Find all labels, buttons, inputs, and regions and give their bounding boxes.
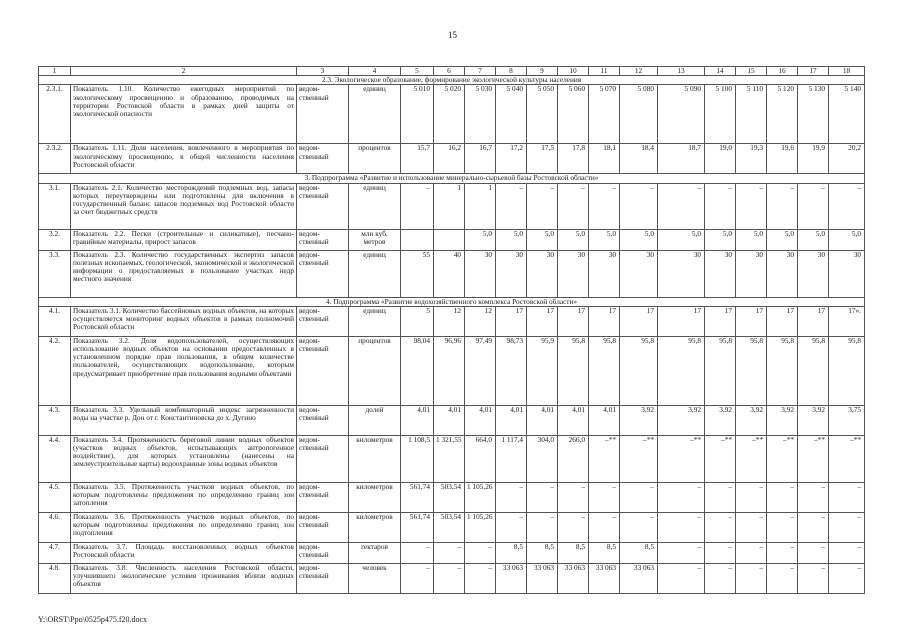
value-cell: 33 063 (558, 563, 589, 593)
value-cell: 16,7 (465, 144, 496, 174)
value-cell: 19,3 (736, 144, 767, 174)
unit-cell: километров (349, 482, 401, 512)
value-cell: 12 (434, 306, 465, 336)
unit-cell: процентов (349, 144, 401, 174)
value-cell: 18,1 (589, 144, 620, 174)
value-cell: 17 (736, 306, 767, 336)
value-cell: 8,5 (558, 542, 589, 563)
row-number-cell: 4.1. (39, 306, 71, 336)
table-row (39, 563, 865, 593)
value-cell: – (736, 482, 767, 512)
value-cell: – (798, 512, 829, 542)
table-row (39, 482, 865, 512)
value-cell: 3,92 (767, 405, 798, 435)
value-cell: 30 (465, 250, 496, 297)
value-cell: – (767, 512, 798, 542)
unit-cell: километров (349, 435, 401, 482)
value-cell: 5 050 (527, 85, 558, 144)
source-cell: ведом-ственный (297, 563, 349, 593)
value-cell: 1 117,4 (496, 435, 527, 482)
value-cell: – (798, 183, 829, 229)
column-number-cell: 14 (705, 67, 736, 76)
indicator-cell: Показатель 3.5. Протяженность участков водных объектов, по которым подготовлены предложения по определению границ зон затопления (71, 482, 297, 512)
table-header-row (39, 67, 865, 76)
value-cell: 96,96 (434, 336, 465, 405)
value-cell: – (496, 512, 527, 542)
unit-cell: единиц (349, 306, 401, 336)
indicator-cell: Показатель 1.11. Доля населения, вовлеченного в мероприятия по экологическому просвещению, в общей численности населения Ростовской области (71, 144, 297, 174)
value-cell: 4,01 (465, 405, 496, 435)
value-cell: 17 (705, 306, 736, 336)
indicator-cell: Показатель 3.8. Численность населения Ростовской области, улучшившего экологические условия проживания вблизи водных объектов (71, 563, 297, 593)
value-cell: 18,7 (658, 144, 705, 174)
value-cell: 12 (465, 306, 496, 336)
value-cell: 20,2 (829, 144, 865, 174)
value-cell: 4,01 (527, 405, 558, 435)
row-number-cell: 4.7. (39, 542, 71, 563)
value-cell: 1 105,26 (465, 482, 496, 512)
row-number-cell: 4.3. (39, 405, 71, 435)
column-number-cell: 4 (349, 67, 401, 76)
value-cell: – (767, 482, 798, 512)
value-cell: 5 040 (496, 85, 527, 144)
value-cell: 17,8 (558, 144, 589, 174)
table-row (39, 306, 865, 336)
table-row (39, 250, 865, 297)
value-cell: 5,0 (829, 229, 865, 250)
value-cell: – (434, 563, 465, 593)
value-cell: 95,9 (527, 336, 558, 405)
column-number-cell: 15 (736, 67, 767, 76)
table-row (39, 542, 865, 563)
column-number-cell: 8 (496, 67, 527, 76)
value-cell: – (589, 482, 620, 512)
value-cell: 30 (496, 250, 527, 297)
value-cell: – (558, 482, 589, 512)
value-cell: 98,04 (401, 336, 434, 405)
value-cell: – (767, 183, 798, 229)
indicator-cell: Показатель 2.2. Пески (строительные и силикатные), песчано-гравийные материалы, прирост запасов (71, 229, 297, 250)
value-cell: 1 108,5 (401, 435, 434, 482)
value-cell: – (705, 482, 736, 512)
value-cell: 5,0 (558, 229, 589, 250)
value-cell: 17». (829, 306, 865, 336)
indicator-cell: Показатель 3.6. Протяженность участков водных объектов, по которым подготовлены предложения по определению границ зон подтопления (71, 512, 297, 542)
value-cell: 17 (658, 306, 705, 336)
value-cell: – (558, 512, 589, 542)
section-title-row (39, 174, 865, 183)
column-number-cell: 10 (558, 67, 589, 76)
value-cell: 3,75 (829, 405, 865, 435)
value-cell: 98,73 (496, 336, 527, 405)
source-cell: ведом-ственный (297, 336, 349, 405)
value-cell: – (705, 183, 736, 229)
value-cell: 5,0 (496, 229, 527, 250)
value-cell: 561,74 (401, 482, 434, 512)
value-cell: – (829, 542, 865, 563)
value-cell: 18,4 (620, 144, 658, 174)
value-cell: – (798, 563, 829, 593)
value-cell: – (434, 542, 465, 563)
indicator-cell: Показатель 3.7. Площадь восстановленных водных объектов Ростовской области (71, 542, 297, 563)
value-cell: 3,92 (658, 405, 705, 435)
row-number-cell: 4.6. (39, 512, 71, 542)
table-row (39, 229, 865, 250)
indicator-cell: Показатель 3.4. Протяженность береговой линии водных объектов (участков водных объектов, испытывающих антропогенное воздействие), для которых установлены (нанесены на землеустроительные карты) водоохранные зоны водных объектов (71, 435, 297, 482)
source-cell: ведом-ственный (297, 229, 349, 250)
value-cell: 19,6 (767, 144, 798, 174)
value-cell: 30 (798, 250, 829, 297)
column-number-cell: 9 (527, 67, 558, 76)
value-cell: – (829, 183, 865, 229)
unit-cell: километров (349, 512, 401, 542)
row-number-cell: 3.2. (39, 229, 71, 250)
indicator-cell: Показатель 3.3. Удельный комбинаторный индекс загрязненности воды на участке р. Дон от г. Константиновска до х. Дугино (71, 405, 297, 435)
column-number-cell: 17 (798, 67, 829, 76)
value-cell: 17 (558, 306, 589, 336)
value-cell: 5 020 (434, 85, 465, 144)
value-cell: 4,01 (589, 405, 620, 435)
value-cell: – (401, 563, 434, 593)
column-number-cell: 5 (401, 67, 434, 76)
section-title: 3. Подпрограмма «Развитие и использование минерально-сырьевой базы Ростовской области» (39, 174, 865, 183)
value-cell: – (829, 563, 865, 593)
value-cell: – (465, 563, 496, 593)
value-cell: 8,5 (620, 542, 658, 563)
value-cell: 3,92 (798, 405, 829, 435)
unit-cell: единиц (349, 183, 401, 229)
value-cell: 3,92 (736, 405, 767, 435)
table-row (39, 336, 865, 405)
value-cell: 95,8 (705, 336, 736, 405)
value-cell: – (736, 563, 767, 593)
row-number-cell: 4.2. (39, 336, 71, 405)
column-number-cell: 1 (39, 67, 71, 76)
source-cell: ведом-ственный (297, 542, 349, 563)
source-cell: ведом-ственный (297, 482, 349, 512)
unit-cell: гектаров (349, 542, 401, 563)
unit-cell: единиц (349, 85, 401, 144)
column-number-cell: 7 (465, 67, 496, 76)
indicator-cell: Показатель 1.10. Количество ежегодных мероприятий по экологическому просвещению и образованию, проводимых на территории Ростовской области в рамках дней защиты от экологической опасности (71, 85, 297, 144)
row-number-cell: 3.3. (39, 250, 71, 297)
value-cell: – (767, 542, 798, 563)
value-cell: 95,8 (589, 336, 620, 405)
value-cell: 4,01 (434, 405, 465, 435)
value-cell: 17 (767, 306, 798, 336)
value-cell: 3,92 (620, 405, 658, 435)
table-row (39, 144, 865, 174)
value-cell: – (527, 482, 558, 512)
row-number-cell: 4.5. (39, 482, 71, 512)
table-row (39, 405, 865, 435)
value-cell: – (589, 183, 620, 229)
value-cell: 40 (434, 250, 465, 297)
section-title: 2.3. Экологическое образование, формирование экологической культуры населения (39, 76, 865, 85)
value-cell (401, 229, 434, 250)
table-row (39, 435, 865, 482)
value-cell: 33 063 (620, 563, 658, 593)
value-cell: – (496, 482, 527, 512)
column-number-cell: 18 (829, 67, 865, 76)
value-cell: 30 (705, 250, 736, 297)
value-cell: 19,0 (705, 144, 736, 174)
value-cell: 5,0 (620, 229, 658, 250)
value-cell: 17 (589, 306, 620, 336)
value-cell: 17 (798, 306, 829, 336)
table-row (39, 512, 865, 542)
value-cell: 30 (558, 250, 589, 297)
unit-cell: человек (349, 563, 401, 593)
value-cell: 503,54 (434, 512, 465, 542)
value-cell: 30 (589, 250, 620, 297)
column-number-cell: 13 (658, 67, 705, 76)
value-cell: 30 (736, 250, 767, 297)
value-cell: – (527, 183, 558, 229)
value-cell: –** (829, 435, 865, 482)
column-number-cell: 16 (767, 67, 798, 76)
value-cell: –** (620, 435, 658, 482)
unit-cell: долей (349, 405, 401, 435)
value-cell: 33 063 (589, 563, 620, 593)
value-cell: 15,7 (401, 144, 434, 174)
footer-file-path: Y:\ORST\Ppo\0525p475.f20.docx (38, 615, 148, 624)
value-cell: – (620, 482, 658, 512)
value-cell: 1 105,26 (465, 512, 496, 542)
value-cell: 17,5 (527, 144, 558, 174)
value-cell: 1 (465, 183, 496, 229)
value-cell: 5,0 (527, 229, 558, 250)
value-cell: – (705, 563, 736, 593)
value-cell: –** (705, 435, 736, 482)
value-cell: 95,8 (658, 336, 705, 405)
value-cell: 30 (658, 250, 705, 297)
value-cell: – (558, 183, 589, 229)
value-cell: – (401, 542, 434, 563)
value-cell: 5 120 (767, 85, 798, 144)
row-number-cell: 2.3.1. (39, 85, 71, 144)
value-cell: 30 (767, 250, 798, 297)
value-cell: – (736, 542, 767, 563)
value-cell: –** (798, 435, 829, 482)
indicator-cell: Показатель 2.3. Количество государственных экспертиз запасов полезных ископаемых, геологической, экономической и экологической информации о предоставляемых в пользование участках недр местного значения (71, 250, 297, 297)
source-cell: ведом-ственный (297, 512, 349, 542)
row-number-cell: 4.4. (39, 435, 71, 482)
value-cell: 8,5 (527, 542, 558, 563)
value-cell: – (658, 542, 705, 563)
value-cell: 95,8 (620, 336, 658, 405)
value-cell: 55 (401, 250, 434, 297)
row-number-cell: 4.8. (39, 563, 71, 593)
value-cell: – (658, 482, 705, 512)
source-cell: ведом-ственный (297, 306, 349, 336)
value-cell: 8,5 (496, 542, 527, 563)
value-cell: 5 110 (736, 85, 767, 144)
source-cell: ведом-ственный (297, 144, 349, 174)
value-cell: 5,0 (465, 229, 496, 250)
value-cell: 1 321,55 (434, 435, 465, 482)
value-cell: 17,2 (496, 144, 527, 174)
value-cell: 30 (527, 250, 558, 297)
value-cell: 30 (829, 250, 865, 297)
value-cell: 17 (496, 306, 527, 336)
column-number-cell: 2 (71, 67, 297, 76)
value-cell: 5 030 (465, 85, 496, 144)
value-cell: 16,2 (434, 144, 465, 174)
section-title-row (39, 297, 865, 306)
unit-cell: процентов (349, 336, 401, 405)
value-cell: –** (736, 435, 767, 482)
value-cell: 4,01 (401, 405, 434, 435)
value-cell: –** (658, 435, 705, 482)
value-cell: 5,0 (589, 229, 620, 250)
value-cell: 19,9 (798, 144, 829, 174)
value-cell: 5 070 (589, 85, 620, 144)
value-cell: 3,92 (705, 405, 736, 435)
value-cell: 5 010 (401, 85, 434, 144)
value-cell: 4,01 (558, 405, 589, 435)
value-cell: 5,0 (798, 229, 829, 250)
value-cell: 5 100 (705, 85, 736, 144)
value-cell: – (736, 183, 767, 229)
source-cell: ведом-ственный (297, 85, 349, 144)
indicators-table (38, 66, 865, 594)
unit-cell: млн куб. метров (349, 229, 401, 250)
value-cell: 1 (434, 183, 465, 229)
value-cell: 266,0 (558, 435, 589, 482)
value-cell: – (496, 183, 527, 229)
source-cell: ведом-ственный (297, 250, 349, 297)
section-title: 4. Подпрограмма «Развитие водохозяйственного комплекса Ростовской области» (39, 297, 865, 306)
value-cell: 503,54 (434, 482, 465, 512)
column-number-cell: 12 (620, 67, 658, 76)
value-cell: 95,8 (798, 336, 829, 405)
value-cell: 95,8 (736, 336, 767, 405)
value-cell: – (798, 482, 829, 512)
value-cell: 5 130 (798, 85, 829, 144)
value-cell: 5 090 (658, 85, 705, 144)
value-cell: – (736, 512, 767, 542)
value-cell: 17 (527, 306, 558, 336)
page-number: 15 (448, 30, 457, 40)
column-number-cell: 3 (297, 67, 349, 76)
value-cell: – (798, 542, 829, 563)
value-cell (434, 229, 465, 250)
value-cell: 95,8 (767, 336, 798, 405)
value-cell: 33 063 (496, 563, 527, 593)
value-cell: – (620, 183, 658, 229)
column-number-cell: 6 (434, 67, 465, 76)
value-cell: 33 063 (527, 563, 558, 593)
value-cell: 5 140 (829, 85, 865, 144)
value-cell: – (829, 512, 865, 542)
table-row (39, 85, 865, 144)
value-cell: 95,8 (558, 336, 589, 405)
value-cell: 17 (620, 306, 658, 336)
source-cell: ведом-ственный (297, 183, 349, 229)
value-cell: – (705, 512, 736, 542)
source-cell: ведом-ственный (297, 405, 349, 435)
value-cell: 5,0 (736, 229, 767, 250)
value-cell: 561,74 (401, 512, 434, 542)
unit-cell: единиц (349, 250, 401, 297)
row-number-cell: 2.3.2. (39, 144, 71, 174)
value-cell: – (620, 512, 658, 542)
value-cell: 8,5 (589, 542, 620, 563)
value-cell: 4,01 (496, 405, 527, 435)
indicator-cell: Показатель 2.1. Количество месторождений подземных вод, запасы которых переутверждены или подготовлены для включения в государственный баланс запасов подземных вод Ростовской области за счет бюджетных средств (71, 183, 297, 229)
value-cell: 5,0 (767, 229, 798, 250)
value-cell: 5 080 (620, 85, 658, 144)
value-cell: – (589, 512, 620, 542)
value-cell: – (401, 183, 434, 229)
value-cell: – (658, 512, 705, 542)
value-cell: –** (589, 435, 620, 482)
indicator-cell: Показатель 3.1. Количество бассейновых водных объектов, на которых осуществляется мониторинг водных объектов в рамках полномочий Ростовской области (71, 306, 297, 336)
value-cell: 30 (620, 250, 658, 297)
value-cell: 5 060 (558, 85, 589, 144)
value-cell: – (658, 183, 705, 229)
value-cell: 95,8 (829, 336, 865, 405)
value-cell: 5,0 (705, 229, 736, 250)
source-cell: ведом-ственный (297, 435, 349, 482)
value-cell: – (527, 512, 558, 542)
value-cell: – (465, 542, 496, 563)
row-number-cell: 3.1. (39, 183, 71, 229)
value-cell: – (705, 542, 736, 563)
value-cell: 97,49 (465, 336, 496, 405)
column-number-cell: 11 (589, 67, 620, 76)
value-cell: 5 (401, 306, 434, 336)
indicator-cell: Показатель 3.2. Доля водопользователей, осуществляющих использование водных объектов на основании предоставленных в установленном порядке прав пользования, в общем количестве пользователей, осуществляющих водопользование, которым предусматривает приобретение прав пользования водными объектами (71, 336, 297, 405)
value-cell: – (829, 482, 865, 512)
table-row (39, 183, 865, 229)
value-cell: – (658, 563, 705, 593)
section-title-row (39, 76, 865, 85)
value-cell: –** (767, 435, 798, 482)
value-cell: 304,0 (527, 435, 558, 482)
value-cell: – (767, 563, 798, 593)
value-cell: 5,0 (658, 229, 705, 250)
value-cell: 664,0 (465, 435, 496, 482)
